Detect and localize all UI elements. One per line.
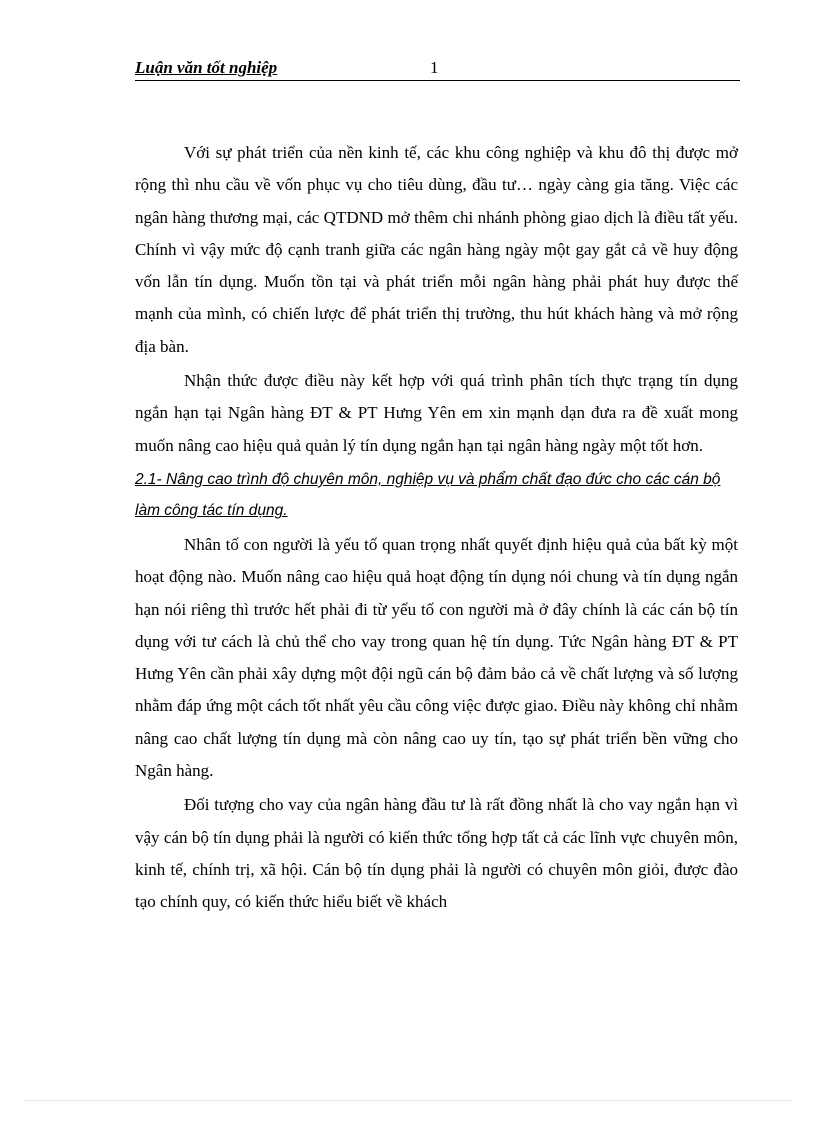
page-number: 1: [430, 58, 439, 77]
page-header: [135, 58, 740, 81]
paragraph-purpose: Nhận thức được điều này kết hợp với quá trình phân tích thực trạng tín dụng ngắn hạn tại Ngân hàng ĐT & PT Hưng Yên em xin mạnh dạn đưa ra đề xuất mong muốn nâng cao hiệu quả quản lý tín dụng ngắn hạn tại ngân hàng ngày một tốt hơn.: [135, 371, 738, 455]
paragraph-intro: Với sự phát triển của nền kinh tế, các khu công nghiệp và khu đô thị được mở rộng thì nhu cầu về vốn phục vụ cho tiêu dùng, đầu tư… ngày càng gia tăng. Việc các ngân hàng thương mại, các QTDND mở thêm chi nhánh phòng giao dịch là điều tất yếu. Chính vì vậy mức độ cạnh tranh giữa các ngân hàng ngày một gay gắt cả về huy động vốn lẫn tín dụng. Muốn tồn tại và phát triển mỗi ngân hàng phải phát huy được thế mạnh của mình, có chiến lược để phát triển thị trường, thu hút khách hàng và mở rộng địa bàn.: [135, 143, 738, 356]
header-title: Luận văn tốt nghiệp: [135, 58, 278, 77]
page-bottom-divider: [25, 1100, 791, 1101]
document-body: [135, 137, 738, 921]
section-heading: 2.1- Nâng cao trình độ chuyên môn, nghiệp vụ và phẩm chất đạo đức cho các cán bộ làm công tác tín dụng.: [135, 470, 721, 520]
paragraph-loan-officers: Đối tượng cho vay của ngân hàng đầu tư là rất đồng nhất là cho vay ngắn hạn vì vậy cán bộ tín dụng phải là người có kiến thức tổng hợp tất cả các lĩnh vực chuyên môn, kinh tế, chính trị, xã hội. Cán bộ tín dụng phải là người có chuyên môn giỏi, được đào tạo chính quy, có kiến thức hiểu biết về khách: [135, 795, 738, 912]
paragraph-human-factor: Nhân tố con người là yếu tố quan trọng nhất quyết định hiệu quả của bất kỳ một hoạt động nào. Muốn nâng cao hiệu quả hoạt động tín dụng nói chung và tín dụng ngắn hạn nói riêng thì trước hết phải đi từ yếu tố con người mà ở đây chính là các cán bộ tín dụng với tư cách là chủ thể cho vay trong quan hệ tín dụng. Tức Ngân hàng ĐT & PT Hưng Yên cần phải xây dựng một đội ngũ cán bộ đảm bảo cả về chất lượng và số lượng nhằm đáp ứng một cách tốt nhất yêu cầu công việc được giao. Điều này không chỉ nhằm nâng cao chất lượng tín dụng mà còn nâng cao uy tín, tạo sự phát triển bền vững cho Ngân hàng.: [135, 534, 738, 781]
